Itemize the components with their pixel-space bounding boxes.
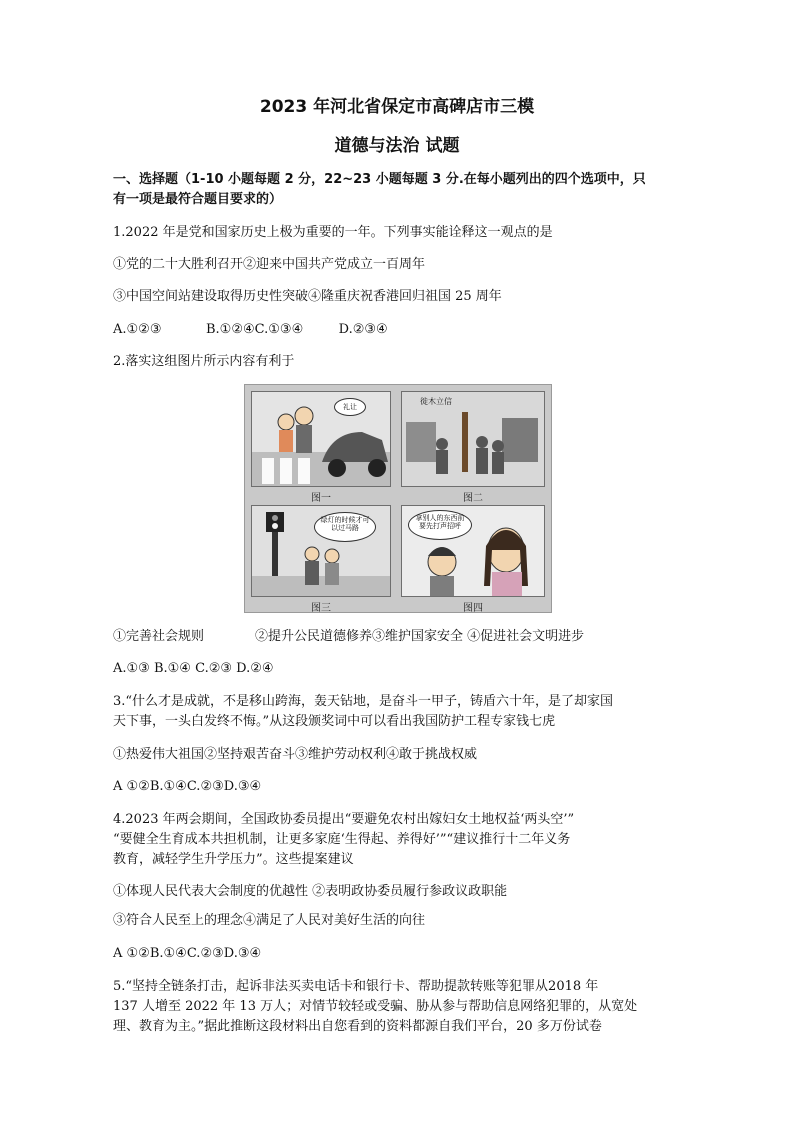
q1-options <box>113 320 693 340</box>
q5-stem-line1: 5.“坚持全链条打击，起诉非法买卖电话卡和银行卡、帮助提款转账等犯罪从2018 年 <box>113 979 599 994</box>
q1-option-b: B.①②④ <box>206 322 255 337</box>
figure-panel-1 <box>251 391 391 487</box>
q2-items-2: ②提升公民道德修养③维护国家安全 ④促进社会文明进步 <box>255 629 585 644</box>
q2-figure-group <box>244 384 552 613</box>
q5-stem-line2: 137 人增至 2022 年 13 万人；对情节较轻或受骗、胁从参与帮助信息网络犯罪的，从宽处 <box>113 999 638 1014</box>
panel4-caption: 图四 <box>463 603 483 614</box>
panel3-caption: 图三 <box>311 603 331 614</box>
q2-items <box>113 627 693 647</box>
panel2-caption: 图二 <box>463 493 483 504</box>
q2-stem: 2.落实这组图片所示内容有利于 <box>113 354 295 369</box>
q2-options: A.①③ B.①④ C.②③ D.②④ <box>113 661 274 676</box>
q1-option-d: D.②③④ <box>338 322 388 337</box>
q2-items-1: ①完善社会规则 <box>113 629 205 644</box>
figure-panel-4 <box>401 505 545 597</box>
exam-subtitle: 道德与法治 试题 <box>334 136 460 156</box>
figure-panel-2 <box>401 391 545 487</box>
q4-items-2: ③符合人民至上的理念④满足了人民对美好生活的向往 <box>113 913 426 928</box>
q1-stem: 1.2022 年是党和国家历史上极为重要的一年。下列事实能诠释这一观点的是 <box>113 225 553 240</box>
section-heading-line2: 有一项是最符合题目要求的） <box>113 192 283 207</box>
q3-stem-line1: 3.“什么才是成就，不是移山跨海，轰天钻地，是奋斗一甲子，铸盾六十年，是了却家国 <box>113 694 614 709</box>
section-heading-line1: 一、选择题（1-10 小题每题 2 分，22~23 小题每题 3 分.在每小题列出的四个选项中，只 <box>113 172 646 187</box>
q1-items-2: ③中国空间站建设取得历史性突破④隆重庆祝香港回归祖国 25 周年 <box>113 289 502 304</box>
q3-items: ①热爱伟大祖国②坚持艰苦奋斗③维护劳动权利④敢于挑战权威 <box>113 747 478 762</box>
crosswalk-car-illustration <box>252 392 390 486</box>
q1-items-1: ①党的二十大胜利召开②迎来中国共产党成立一百周年 <box>113 257 426 272</box>
panel1-speech-bubble: 礼让 <box>334 398 366 416</box>
q4-stem-line1: 4.2023 年两会期间，全国政协委员提出“要避免农村出嫁妇女土地权益‘两头空’” <box>113 812 575 827</box>
q4-options: A ①②B.①④C.②③D.③④ <box>113 946 262 961</box>
panel3-speech-bubble: 绿灯的时候才可以过马路 <box>314 512 376 542</box>
q1-option-c: C.①③④ <box>254 322 304 337</box>
q3-options: A ①②B.①④C.②③D.③④ <box>113 779 262 794</box>
q5-stem-line3: 理、教育为主。”据此推断这段材料出自您看到的资料都源自我们平台，20 多万份试卷 <box>113 1019 602 1034</box>
panel1-caption: 图一 <box>311 493 331 504</box>
panel4-speech-bubble: 拿别人的东西前要先打声招呼 <box>408 510 472 540</box>
figure-panel-3 <box>251 505 391 597</box>
q1-option-a: A.①②③ <box>113 322 162 337</box>
q4-stem-line3: 教育，减轻学生升学压力”。这些提案建议 <box>113 852 354 867</box>
panel2-sign-text: 徙木立信 <box>420 397 452 406</box>
q4-items-1: ①体现人民代表大会制度的优越性 ②表明政协委员履行参政议政职能 <box>113 884 508 899</box>
q4-stem-line2: “要健全生育成本共担机制，让更多家庭‘生得起、养得好’”“建议推行十二年义务 <box>113 832 571 847</box>
exam-title: 2023 年河北省保定市高碑店市三模 <box>259 97 535 117</box>
q3-stem-line2: 天下事，一头白发终不悔。”从这段颁奖词中可以看出我国防护工程专家钱七虎 <box>113 714 556 729</box>
